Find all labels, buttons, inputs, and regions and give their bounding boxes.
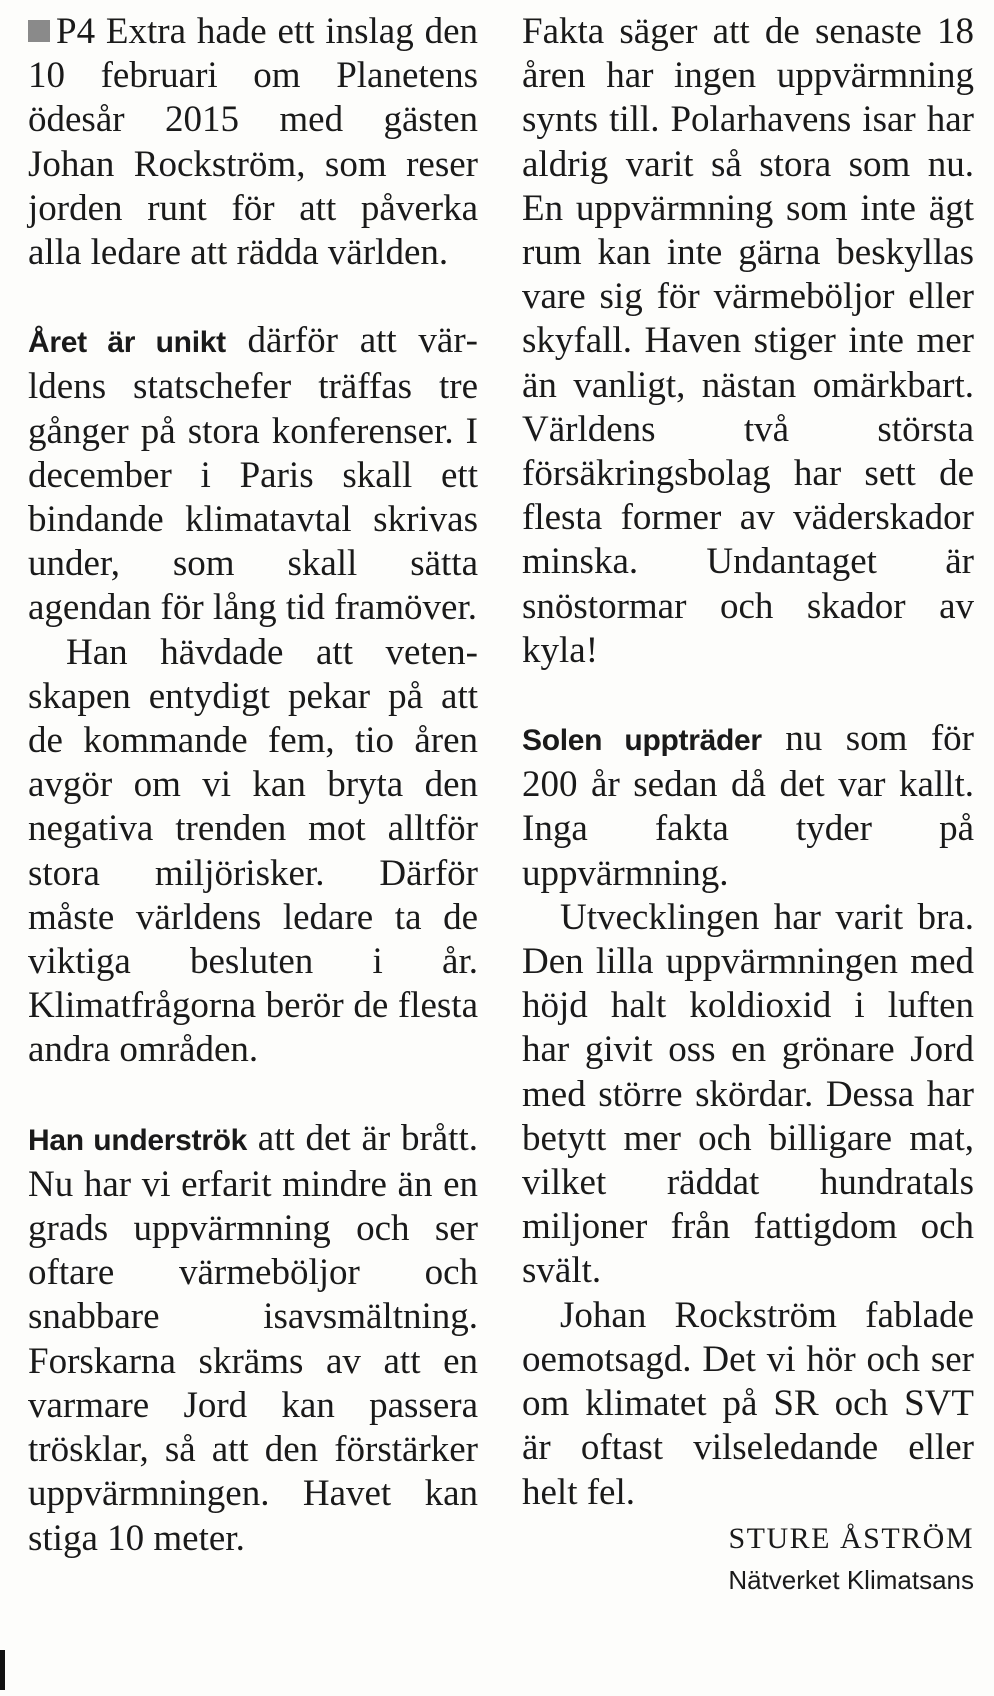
paragraph-urgency: Han underströk att det är brått. Nu har vi erfarit mindre än en grads uppvärmning och ser oftare värmeböljor och snabbare isavsmältning. Forskarna skräms av att en varmare Jord kan passera trösklar, så att den förstärker uppvärmningen. Havet kan stiga 10 meter.	[28, 1117, 478, 1559]
paragraph-intro: P4 Extra hade ett inslag den 10 februari om Planetens ödesår 2015 med gästen Johan Rockström, som reser jorden runt för att påverka alla ledare att rädda världen.	[28, 11, 478, 274]
author-organization: Nätverket Klimatsans	[728, 1564, 974, 1595]
paragraph-facts: Fakta säger att de senaste 18 åren har ingen uppvärmning synts till. Polarhavens isar har aldrig varit så stora som nu. En uppvärmning som inte ägt rum kan inte gärna beskyllas vare sig för värmeböljor eller skyfall. Haven stiger inte mer än vanligt, nästan omärkbart. Världens två största försäkringsbolag har sett de flesta former av väderskador minska. Undantaget är snöstormar och skador av kyla!	[522, 11, 974, 671]
lead-in-sun: Solen uppträder	[522, 724, 762, 758]
paragraph-conclusion: Johan Rockström fablade oemotsagd. Det vi hör och ser om klimatet på SR och SVT är oftast vilseledande eller helt fel.	[522, 1294, 974, 1513]
paragraph-science: Han hävdade att vetenskapen entydigt pekar på att de kommande fem, tio åren avgör om vi kan bryta den negativa trenden mot alltför stora miljörisker. Därför måste världens ledare ta de viktiga besluten i år. Klimatfrågorna berör de flesta andra områden.	[28, 631, 478, 1071]
paragraph-unique-year: Året är unikt därför att världens statschefer träffas tre gånger på stora konferenser. I december i Paris skall ett bindande klimatavtal skrivas under, som skall sätta agendan för lång tid framöver.	[28, 320, 478, 629]
left-column	[28, 10, 478, 1561]
column-edge-mark	[0, 1650, 5, 1690]
paragraph-sun: Solen uppträder nu som för 200 år sedan då det var kallt. Inga fakta tyder på uppvärmning.	[522, 718, 974, 894]
right-column	[522, 10, 974, 1599]
lead-in-underlined: Han underströk	[28, 1123, 248, 1157]
lead-in-unique-year: Året är unikt	[28, 326, 226, 360]
article-start-square-icon	[28, 20, 50, 42]
paragraph-development: Utvecklingen har varit bra. Den lilla uppvärmningen med höjd halt koldioxid i luften har givit oss en grönare Jord med större skördar. Dessa har betytt mer och billigare mat, vilket räddat hundratals miljoner från fattigdom och svält.	[522, 896, 974, 1292]
author-name: STURE ÅSTRÖM	[728, 1521, 974, 1555]
